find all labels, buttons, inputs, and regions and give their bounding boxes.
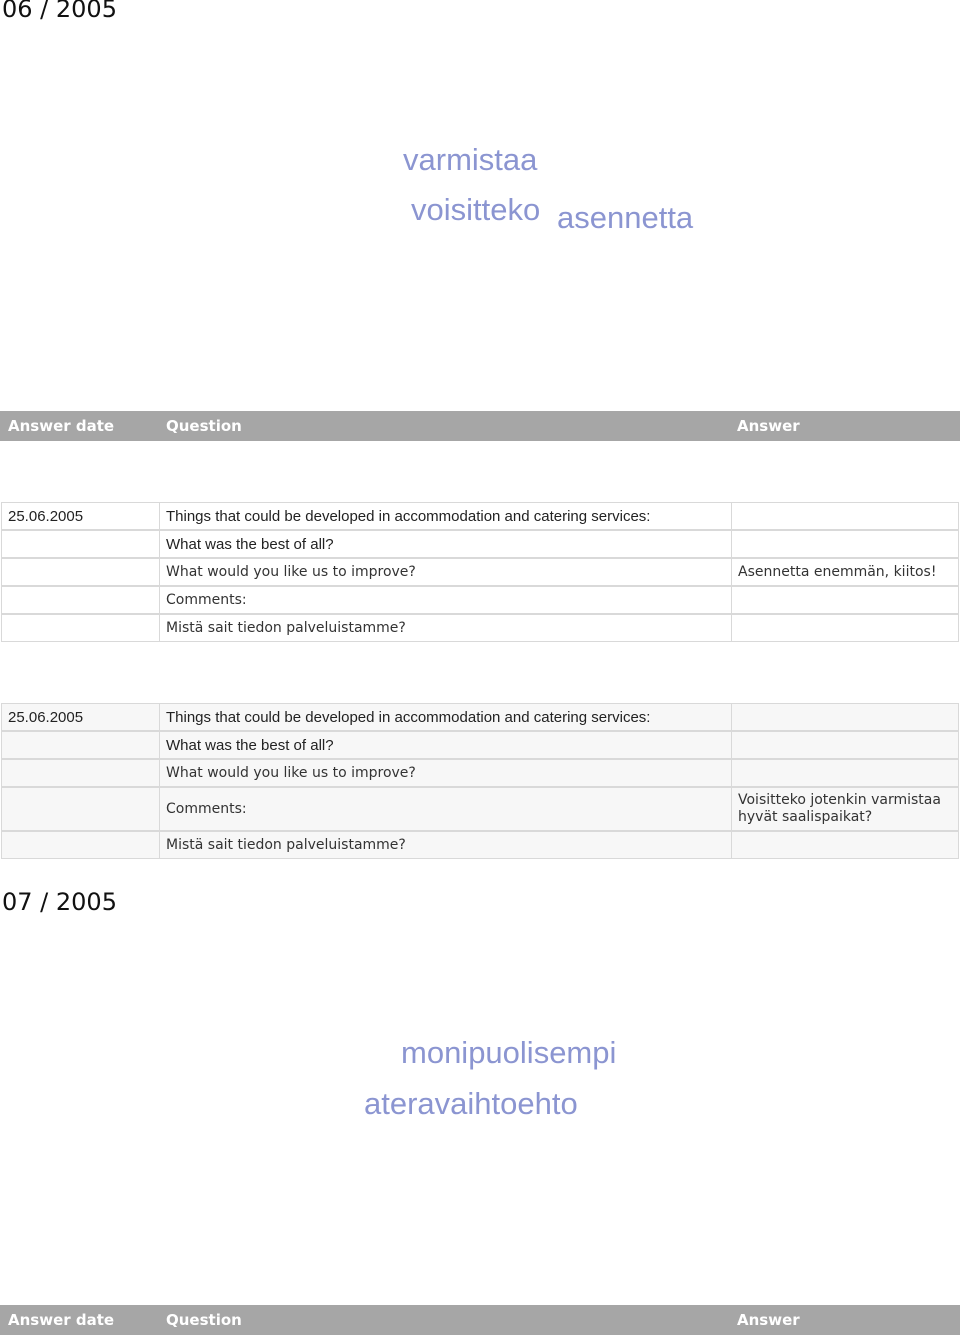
date-cell-empty [1, 831, 160, 859]
question-cell: Mistä sait tiedon palveluistamme? [159, 614, 732, 642]
cloud-word: varmistaa [403, 142, 538, 177]
answer-date: 25.06.2005 [1, 502, 160, 530]
month-heading: 06 / 2005 [2, 0, 117, 23]
date-cell-empty [1, 731, 160, 759]
date-cell-empty [1, 787, 160, 831]
date-cell-empty [1, 614, 160, 642]
cloud-word: monipuolisempi [401, 1035, 617, 1070]
question-cell: Things that could be developed in accommodation and catering services: [159, 502, 732, 530]
answer-cell-empty [731, 731, 959, 759]
column-header-question: Question [166, 417, 242, 435]
date-cell-empty [1, 586, 160, 614]
answer-cell: Voisitteko jotenkin varmistaa hyvät saalispaikat? [731, 787, 959, 831]
answer-cell-empty [731, 831, 959, 859]
question-cell: What would you like us to improve? [159, 558, 732, 586]
column-header-date: Answer date [8, 417, 115, 435]
cloud-word: asennetta [557, 200, 694, 235]
question-cell: What would you like us to improve? [159, 759, 732, 787]
table-header [0, 411, 960, 441]
cloud-word: voisitteko [411, 192, 541, 227]
question-cell: Mistä sait tiedon palveluistamme? [159, 831, 732, 859]
answer-cell-empty [731, 614, 959, 642]
column-header-question: Question [166, 1311, 242, 1329]
question-cell: Comments: [159, 787, 732, 831]
date-cell-empty [1, 530, 160, 558]
column-header-date: Answer date [8, 1311, 115, 1329]
date-cell-empty [1, 759, 160, 787]
answer-cell-empty [731, 502, 959, 530]
question-cell: Things that could be developed in accommodation and catering services: [159, 703, 732, 731]
question-cell: Comments: [159, 586, 732, 614]
answer-cell-empty [731, 530, 959, 558]
column-header-answer: Answer [737, 417, 800, 435]
cloud-word: ateravaihtoehto [364, 1086, 578, 1121]
date-cell-empty [1, 558, 160, 586]
answer-cell-empty [731, 759, 959, 787]
column-header-answer: Answer [737, 1311, 800, 1329]
answer-cell-empty [731, 703, 959, 731]
table-header [0, 1305, 960, 1335]
month-heading: 07 / 2005 [2, 888, 117, 916]
answer-cell-empty [731, 586, 959, 614]
answer-date: 25.06.2005 [1, 703, 160, 731]
answer-cell: Asennetta enemmän, kiitos! [731, 558, 959, 586]
question-cell: What was the best of all? [159, 530, 732, 558]
question-cell: What was the best of all? [159, 731, 732, 759]
